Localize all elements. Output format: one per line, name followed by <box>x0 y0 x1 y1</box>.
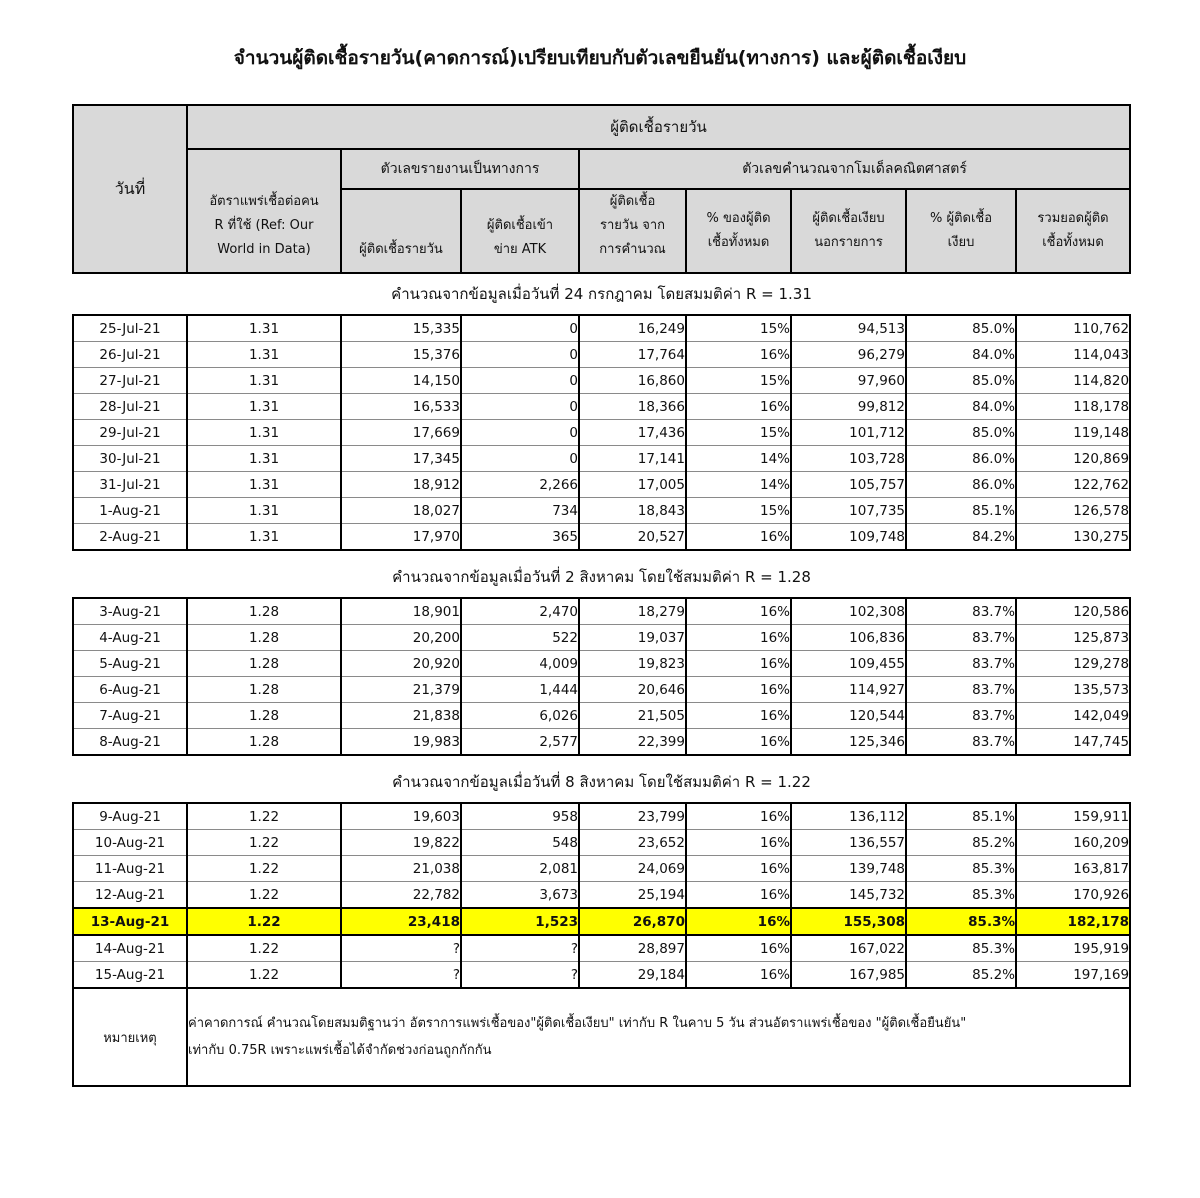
header-col-silent: ผู้ติดเชื้อเงียบ นอกรายการ <box>791 189 906 273</box>
cell-silent: 125,346 <box>791 729 906 756</box>
cell-silent: 101,712 <box>791 420 906 446</box>
cell-date: 11-Aug-21 <box>73 856 187 882</box>
cell-pct-silent: 83.7% <box>906 703 1016 729</box>
cell-pct-silent: 83.7% <box>906 625 1016 651</box>
cell-daily-official: 18,027 <box>341 498 461 524</box>
cell-total: 130,275 <box>1016 524 1130 551</box>
cell-pct-of-all: 16% <box>686 703 791 729</box>
cell-r-value: 1.28 <box>187 677 341 703</box>
cell-pct-silent: 84.0% <box>906 394 1016 420</box>
header-col-total: รวมยอดผู้ติด เชื้อทั้งหมด <box>1016 189 1130 273</box>
section-heading-row <box>73 273 1130 315</box>
cell-pct-silent: 85.3% <box>906 882 1016 909</box>
cell-r-value: 1.28 <box>187 651 341 677</box>
cell-pct-of-all: 16% <box>686 935 791 962</box>
cell-atk: ? <box>461 935 579 962</box>
cell-total: 110,762 <box>1016 315 1130 342</box>
cell-r-value: 1.31 <box>187 342 341 368</box>
cell-r-value: 1.31 <box>187 315 341 342</box>
cell-daily-official: 20,920 <box>341 651 461 677</box>
note-row <box>73 988 1130 1086</box>
table-row[interactable] <box>73 882 1130 909</box>
cell-calculated: 17,764 <box>579 342 686 368</box>
cell-silent: 102,308 <box>791 598 906 625</box>
cell-silent: 97,960 <box>791 368 906 394</box>
section-heading-text: คำนวณจากข้อมูลเมื่อวันที่ 8 สิงหาคม โดยใช้สมมติค่า R = 1.22 <box>73 762 1130 803</box>
cell-calculated: 25,194 <box>579 882 686 909</box>
cell-total: 159,911 <box>1016 803 1130 830</box>
table-row[interactable] <box>73 315 1130 342</box>
cell-atk: 2,577 <box>461 729 579 756</box>
cell-atk: 2,266 <box>461 472 579 498</box>
cell-date: 26-Jul-21 <box>73 342 187 368</box>
section-spacer <box>73 755 1130 762</box>
cell-total: 182,178 <box>1016 908 1130 935</box>
cell-date: 25-Jul-21 <box>73 315 187 342</box>
cell-pct-of-all: 16% <box>686 651 791 677</box>
table-row[interactable] <box>73 651 1130 677</box>
table-row[interactable] <box>73 498 1130 524</box>
cell-r-value: 1.31 <box>187 446 341 472</box>
cell-pct-silent: 86.0% <box>906 472 1016 498</box>
cell-date: 6-Aug-21 <box>73 677 187 703</box>
cell-calculated: 26,870 <box>579 908 686 935</box>
cell-calculated: 18,279 <box>579 598 686 625</box>
cell-calculated: 23,799 <box>579 803 686 830</box>
cell-silent: 103,728 <box>791 446 906 472</box>
header-r-col: อัตราแพร่เชื้อต่อคน R ที่ใช้ (Ref: Our World in Data) <box>187 149 341 273</box>
header-col-calculated: ผู้ติดเชื้อ รายวัน จาก การคำนวณ <box>579 189 686 273</box>
note-text: ค่าคาดการณ์ คำนวณโดยสมมติฐานว่า อัตราการแพร่เชื้อของ"ผู้ติดเชื้อเงียบ" เท่ากับ R ในคาบ 5 วัน ส่วนอัตราแพร่เชื้อของ "ผู้ติดเชื้อยืนยัน" เท่ากับ 0.75R เพราะแพร่เชื้อได้จำกัดช่วงก่อนถูกกักกัน <box>187 988 1130 1086</box>
cell-pct-silent: 83.7% <box>906 598 1016 625</box>
cell-pct-of-all: 16% <box>686 598 791 625</box>
cell-daily-official: 18,901 <box>341 598 461 625</box>
cell-pct-of-all: 16% <box>686 856 791 882</box>
cell-total: 135,573 <box>1016 677 1130 703</box>
cell-calculated: 19,037 <box>579 625 686 651</box>
cell-date: 4-Aug-21 <box>73 625 187 651</box>
cell-calculated: 18,366 <box>579 394 686 420</box>
cell-pct-of-all: 16% <box>686 962 791 989</box>
cell-calculated: 20,527 <box>579 524 686 551</box>
cell-pct-silent: 86.0% <box>906 446 1016 472</box>
note-label: หมายเหตุ <box>73 988 187 1086</box>
cell-pct-of-all: 16% <box>686 625 791 651</box>
cell-calculated: 16,249 <box>579 315 686 342</box>
header-group-model: ตัวเลขคำนวณจากโมเด็ลคณิตศาสตร์ <box>579 149 1130 189</box>
cell-silent: 94,513 <box>791 315 906 342</box>
cell-atk: 2,470 <box>461 598 579 625</box>
cell-atk: 3,673 <box>461 882 579 909</box>
table-row[interactable] <box>73 729 1130 756</box>
cell-r-value: 1.22 <box>187 908 341 935</box>
cell-calculated: 29,184 <box>579 962 686 989</box>
cell-daily-official: ? <box>341 962 461 989</box>
cell-date: 30-Jul-21 <box>73 446 187 472</box>
cell-total: 118,178 <box>1016 394 1130 420</box>
header-group-official: ตัวเลขรายงานเป็นทางการ <box>341 149 579 189</box>
table-row[interactable] <box>73 598 1130 625</box>
cell-atk: 1,444 <box>461 677 579 703</box>
header-col-pct-of-all: % ของผู้ติด เชื้อทั้งหมด <box>686 189 791 273</box>
cell-atk: 6,026 <box>461 703 579 729</box>
cell-pct-of-all: 16% <box>686 830 791 856</box>
cell-pct-of-all: 16% <box>686 882 791 909</box>
cell-silent: 109,748 <box>791 524 906 551</box>
cell-daily-official: 21,379 <box>341 677 461 703</box>
cell-pct-silent: 85.3% <box>906 856 1016 882</box>
table-row[interactable] <box>73 677 1130 703</box>
cell-total: 129,278 <box>1016 651 1130 677</box>
cell-atk: 4,009 <box>461 651 579 677</box>
cell-total: 170,926 <box>1016 882 1130 909</box>
cell-pct-of-all: 16% <box>686 908 791 935</box>
cell-date: 9-Aug-21 <box>73 803 187 830</box>
cell-daily-official: 19,603 <box>341 803 461 830</box>
cell-r-value: 1.28 <box>187 729 341 756</box>
cell-silent: 105,757 <box>791 472 906 498</box>
cell-pct-silent: 83.7% <box>906 651 1016 677</box>
table-row[interactable] <box>73 625 1130 651</box>
header-col-pct-silent: % ผู้ติดเชื้อ เงียบ <box>906 189 1016 273</box>
infection-forecast-table <box>72 104 1131 1087</box>
header-col-daily-official: ผู้ติดเชื้อรายวัน <box>341 189 461 273</box>
cell-date: 8-Aug-21 <box>73 729 187 756</box>
cell-r-value: 1.22 <box>187 803 341 830</box>
cell-silent: 136,557 <box>791 830 906 856</box>
cell-r-value: 1.28 <box>187 625 341 651</box>
cell-daily-official: 20,200 <box>341 625 461 651</box>
cell-pct-silent: 85.2% <box>906 830 1016 856</box>
cell-r-value: 1.28 <box>187 703 341 729</box>
cell-pct-of-all: 15% <box>686 368 791 394</box>
cell-atk: 958 <box>461 803 579 830</box>
cell-daily-official: 22,782 <box>341 882 461 909</box>
cell-daily-official: 17,970 <box>341 524 461 551</box>
cell-total: 120,586 <box>1016 598 1130 625</box>
cell-pct-silent: 85.3% <box>906 935 1016 962</box>
header-top-span: ผู้ติดเชื้อรายวัน <box>187 105 1130 149</box>
cell-daily-official: ? <box>341 935 461 962</box>
cell-calculated: 20,646 <box>579 677 686 703</box>
cell-silent: 96,279 <box>791 342 906 368</box>
cell-silent: 114,927 <box>791 677 906 703</box>
header-date-col: วันที่ <box>73 105 187 273</box>
table-row[interactable] <box>73 394 1130 420</box>
cell-calculated: 17,005 <box>579 472 686 498</box>
table-row[interactable] <box>73 703 1130 729</box>
cell-pct-silent: 85.3% <box>906 908 1016 935</box>
cell-calculated: 17,141 <box>579 446 686 472</box>
cell-pct-silent: 85.0% <box>906 368 1016 394</box>
table-row[interactable] <box>73 908 1130 935</box>
cell-date: 5-Aug-21 <box>73 651 187 677</box>
cell-date: 31-Jul-21 <box>73 472 187 498</box>
cell-silent: 167,985 <box>791 962 906 989</box>
cell-atk: 0 <box>461 342 579 368</box>
table-row[interactable] <box>73 524 1130 551</box>
page-title: จำนวนผู้ติดเชื้อรายวัน(คาดการณ์)เปรียบเทียบกับตัวเลขยืนยัน(ทางการ) และผู้ติดเชื้อเงียบ <box>233 47 967 69</box>
cell-silent: 106,836 <box>791 625 906 651</box>
cell-total: 122,762 <box>1016 472 1130 498</box>
cell-daily-official: 14,150 <box>341 368 461 394</box>
cell-calculated: 18,843 <box>579 498 686 524</box>
cell-calculated: 16,860 <box>579 368 686 394</box>
cell-calculated: 24,069 <box>579 856 686 882</box>
section-heading-text: คำนวณจากข้อมูลเมื่อวันที่ 2 สิงหาคม โดยใช้สมมติค่า R = 1.28 <box>73 557 1130 598</box>
cell-date: 29-Jul-21 <box>73 420 187 446</box>
cell-r-value: 1.22 <box>187 856 341 882</box>
cell-daily-official: 17,669 <box>341 420 461 446</box>
cell-daily-official: 16,533 <box>341 394 461 420</box>
cell-date: 1-Aug-21 <box>73 498 187 524</box>
cell-total: 142,049 <box>1016 703 1130 729</box>
section-heading-row <box>73 557 1130 598</box>
cell-date: 2-Aug-21 <box>73 524 187 551</box>
header-row-groups <box>73 149 1130 189</box>
cell-total: 160,209 <box>1016 830 1130 856</box>
cell-date: 14-Aug-21 <box>73 935 187 962</box>
cell-daily-official: 21,838 <box>341 703 461 729</box>
cell-atk: 365 <box>461 524 579 551</box>
cell-daily-official: 17,345 <box>341 446 461 472</box>
cell-date: 7-Aug-21 <box>73 703 187 729</box>
cell-r-value: 1.31 <box>187 394 341 420</box>
cell-pct-of-all: 16% <box>686 677 791 703</box>
cell-r-value: 1.31 <box>187 498 341 524</box>
cell-pct-of-all: 15% <box>686 498 791 524</box>
cell-total: 163,817 <box>1016 856 1130 882</box>
table-row[interactable] <box>73 856 1130 882</box>
cell-pct-silent: 83.7% <box>906 729 1016 756</box>
cell-daily-official: 15,376 <box>341 342 461 368</box>
cell-pct-of-all: 16% <box>686 342 791 368</box>
cell-pct-silent: 84.2% <box>906 524 1016 551</box>
table-row[interactable] <box>73 935 1130 962</box>
data-table-container <box>72 104 1129 1087</box>
table-row[interactable] <box>73 830 1130 856</box>
cell-daily-official: 18,912 <box>341 472 461 498</box>
cell-total: 195,919 <box>1016 935 1130 962</box>
cell-pct-of-all: 16% <box>686 729 791 756</box>
cell-atk: ? <box>461 962 579 989</box>
cell-total: 147,745 <box>1016 729 1130 756</box>
cell-atk: 2,081 <box>461 856 579 882</box>
cell-date: 3-Aug-21 <box>73 598 187 625</box>
table-row[interactable] <box>73 962 1130 989</box>
cell-pct-silent: 85.0% <box>906 315 1016 342</box>
cell-r-value: 1.22 <box>187 882 341 909</box>
cell-r-value: 1.31 <box>187 472 341 498</box>
cell-atk: 0 <box>461 446 579 472</box>
cell-calculated: 23,652 <box>579 830 686 856</box>
cell-total: 119,148 <box>1016 420 1130 446</box>
cell-date: 12-Aug-21 <box>73 882 187 909</box>
cell-total: 126,578 <box>1016 498 1130 524</box>
cell-total: 114,820 <box>1016 368 1130 394</box>
cell-r-value: 1.31 <box>187 368 341 394</box>
cell-atk: 734 <box>461 498 579 524</box>
cell-atk: 0 <box>461 368 579 394</box>
cell-atk: 0 <box>461 315 579 342</box>
table-row[interactable] <box>73 368 1130 394</box>
cell-calculated: 19,823 <box>579 651 686 677</box>
cell-silent: 107,735 <box>791 498 906 524</box>
cell-silent: 155,308 <box>791 908 906 935</box>
cell-pct-silent: 85.1% <box>906 498 1016 524</box>
cell-date: 13-Aug-21 <box>73 908 187 935</box>
cell-pct-of-all: 15% <box>686 420 791 446</box>
cell-date: 27-Jul-21 <box>73 368 187 394</box>
cell-pct-of-all: 16% <box>686 394 791 420</box>
cell-atk: 522 <box>461 625 579 651</box>
table-row[interactable] <box>73 420 1130 446</box>
cell-r-value: 1.28 <box>187 598 341 625</box>
table-row[interactable] <box>73 472 1130 498</box>
cell-r-value: 1.22 <box>187 830 341 856</box>
cell-total: 197,169 <box>1016 962 1130 989</box>
cell-silent: 99,812 <box>791 394 906 420</box>
section-heading-text: คำนวณจากข้อมูลเมื่อวันที่ 24 กรกฎาคม โดยสมมติค่า R = 1.31 <box>73 273 1130 315</box>
cell-daily-official: 19,983 <box>341 729 461 756</box>
cell-pct-silent: 85.2% <box>906 962 1016 989</box>
cell-silent: 167,022 <box>791 935 906 962</box>
cell-daily-official: 23,418 <box>341 908 461 935</box>
header-row-top <box>73 105 1130 149</box>
cell-atk: 548 <box>461 830 579 856</box>
cell-total: 114,043 <box>1016 342 1130 368</box>
cell-r-value: 1.22 <box>187 935 341 962</box>
cell-calculated: 21,505 <box>579 703 686 729</box>
cell-pct-silent: 83.7% <box>906 677 1016 703</box>
cell-total: 120,869 <box>1016 446 1130 472</box>
cell-pct-silent: 85.1% <box>906 803 1016 830</box>
table-row[interactable] <box>73 446 1130 472</box>
cell-r-value: 1.31 <box>187 524 341 551</box>
cell-pct-of-all: 14% <box>686 446 791 472</box>
cell-silent: 145,732 <box>791 882 906 909</box>
cell-pct-silent: 85.0% <box>906 420 1016 446</box>
cell-silent: 139,748 <box>791 856 906 882</box>
cell-atk: 0 <box>461 394 579 420</box>
table-row[interactable] <box>73 342 1130 368</box>
cell-silent: 136,112 <box>791 803 906 830</box>
cell-calculated: 22,399 <box>579 729 686 756</box>
cell-pct-of-all: 16% <box>686 803 791 830</box>
section-heading-row <box>73 762 1130 803</box>
header-col-atk: ผู้ติดเชื้อเข้า ข่าย ATK <box>461 189 579 273</box>
cell-pct-of-all: 15% <box>686 315 791 342</box>
cell-daily-official: 21,038 <box>341 856 461 882</box>
cell-calculated: 28,897 <box>579 935 686 962</box>
cell-r-value: 1.22 <box>187 962 341 989</box>
cell-date: 28-Jul-21 <box>73 394 187 420</box>
cell-pct-silent: 84.0% <box>906 342 1016 368</box>
cell-silent: 120,544 <box>791 703 906 729</box>
cell-silent: 109,455 <box>791 651 906 677</box>
cell-pct-of-all: 14% <box>686 472 791 498</box>
cell-pct-of-all: 16% <box>686 524 791 551</box>
cell-date: 10-Aug-21 <box>73 830 187 856</box>
cell-total: 125,873 <box>1016 625 1130 651</box>
cell-atk: 0 <box>461 420 579 446</box>
cell-atk: 1,523 <box>461 908 579 935</box>
cell-r-value: 1.31 <box>187 420 341 446</box>
cell-daily-official: 19,822 <box>341 830 461 856</box>
table-row[interactable] <box>73 803 1130 830</box>
section-spacer <box>73 550 1130 557</box>
cell-daily-official: 15,335 <box>341 315 461 342</box>
cell-calculated: 17,436 <box>579 420 686 446</box>
cell-date: 15-Aug-21 <box>73 962 187 989</box>
